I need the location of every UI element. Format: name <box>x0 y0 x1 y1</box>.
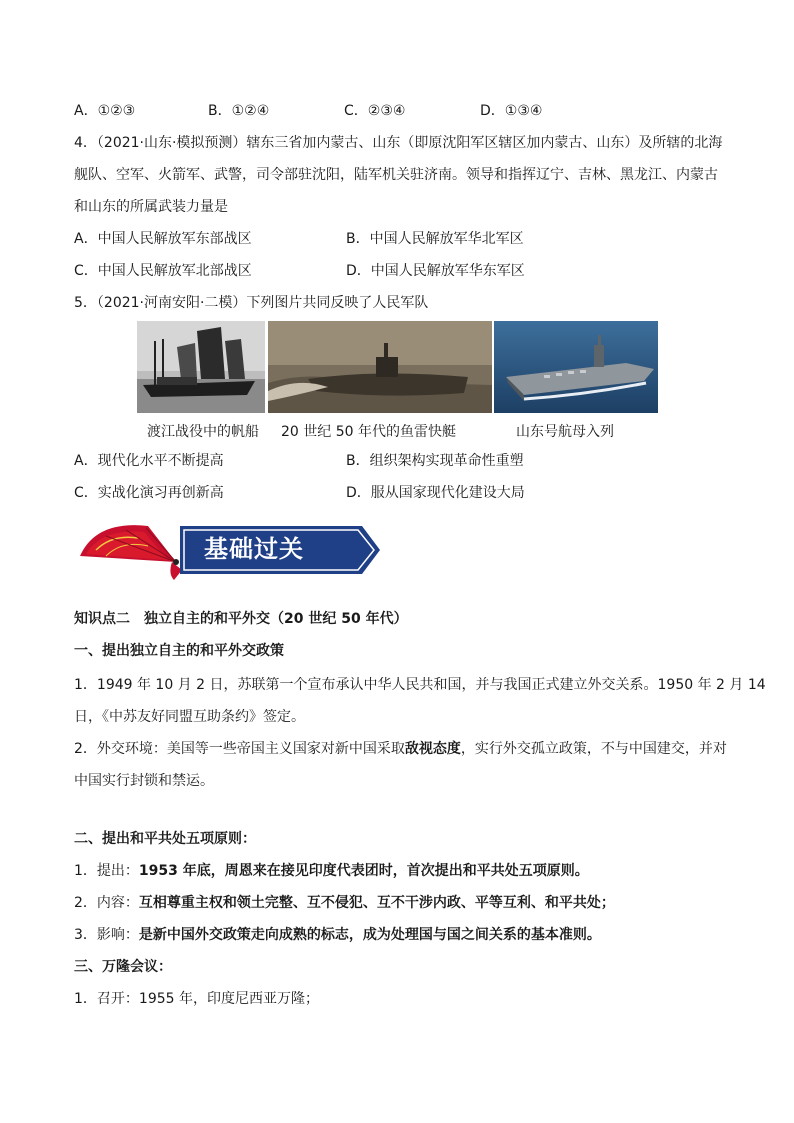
q3-option-c: C．②③④ <box>344 103 406 119</box>
p4-line <box>74 894 615 912</box>
aircraft-carrier-photo <box>494 321 658 413</box>
part1-title: 一、提出独立自主的和平外交政策 <box>74 643 284 659</box>
p5-line <box>74 926 601 944</box>
q5-option-b: B．组织架构实现革命性重塑 <box>346 453 524 469</box>
p4-text: 互相尊重主权和领土完整、互不侵犯、互不干涉内政、平等互利、和平共处； <box>138 895 615 911</box>
p3-label: 1．提出： <box>74 863 139 879</box>
q3-option-b: B．①②④ <box>208 103 270 119</box>
q5-stem: 5．（2021·河南安阳·二模）下列图片共同反映了人民军队 <box>74 295 429 311</box>
q4-option-c: C．中国人民解放军北部战区 <box>74 263 252 279</box>
p2-line1 <box>74 740 727 758</box>
section-heading: 知识点二 独立自主的和平外交（20 世纪 50 年代） <box>74 611 408 627</box>
p1-line2: 日，《中苏友好同盟互助条约》签定。 <box>74 709 305 725</box>
p4-label: 2．内容： <box>74 895 139 911</box>
section-banner <box>76 516 386 582</box>
q4-option-a: A．中国人民解放军东部战区 <box>74 231 252 247</box>
sailboat-photo <box>137 321 265 413</box>
p2-text-c: ，实行外交孤立政策，不与中国建交，并对 <box>460 741 727 757</box>
torpedo-boat-photo <box>268 321 492 413</box>
photo-caption-2: 20 世纪 50 年代的鱼雷快艇 <box>281 424 456 440</box>
q4-stem-line1: 4．（2021·山东·模拟预测）辖东三省加内蒙古、山东（即原沈阳军区辖区加内蒙古、山东）及所辖的北海 <box>74 135 723 151</box>
q3-option-a: A．①②③ <box>74 103 136 119</box>
p3-text: 1953 年底，周恩来在接见印度代表团时，首次提出和平共处五项原则。 <box>138 863 589 879</box>
q3-option-d: D．①③④ <box>480 103 543 119</box>
q5-option-a: A．现代化水平不断提高 <box>74 453 224 469</box>
p6-line: 1．召开：1955 年，印度尼西亚万隆； <box>74 991 319 1007</box>
p2-text-a: 2．外交环境：美国等一些帝国主义国家对新中国采取 <box>74 741 405 757</box>
part2-title: 二、提出和平共处五项原则： <box>74 831 256 847</box>
p3-line <box>74 862 589 880</box>
q4-stem-line2: 舰队、空军、火箭军、武警，司令部驻沈阳，陆军机关驻济南。领导和指挥辽宁、吉林、黑龙江、内蒙古 <box>74 167 718 183</box>
q4-stem-line3: 和山东的所属武装力量是 <box>74 199 228 215</box>
p5-label: 3．影响： <box>74 927 139 943</box>
q4-option-d: D．中国人民解放军华东军区 <box>346 263 525 279</box>
p1-line1: 1．1949 年 10 月 2 日，苏联第一个宣布承认中华人民共和国，并与我国正式建立外交关系。1950 年 2 月 14 <box>74 677 766 693</box>
part3-title: 三、万隆会议： <box>74 959 172 975</box>
banner-title: 基础过关 <box>204 534 304 563</box>
p2-text-bold: 敌视态度 <box>404 741 461 757</box>
q5-option-d: D．服从国家现代化建设大局 <box>346 485 525 501</box>
p5-text: 是新中国外交政策走向成熟的标志，成为处理国与国之间关系的基本准则。 <box>138 927 601 943</box>
photo-caption-1: 渡江战役中的帆船 <box>147 424 259 440</box>
p2-line2: 中国实行封锁和禁运。 <box>74 773 214 789</box>
q5-option-c: C．实战化演习再创新高 <box>74 485 224 501</box>
photo-caption-3: 山东号航母入列 <box>516 424 614 440</box>
q4-option-b: B．中国人民解放军华北军区 <box>346 231 524 247</box>
